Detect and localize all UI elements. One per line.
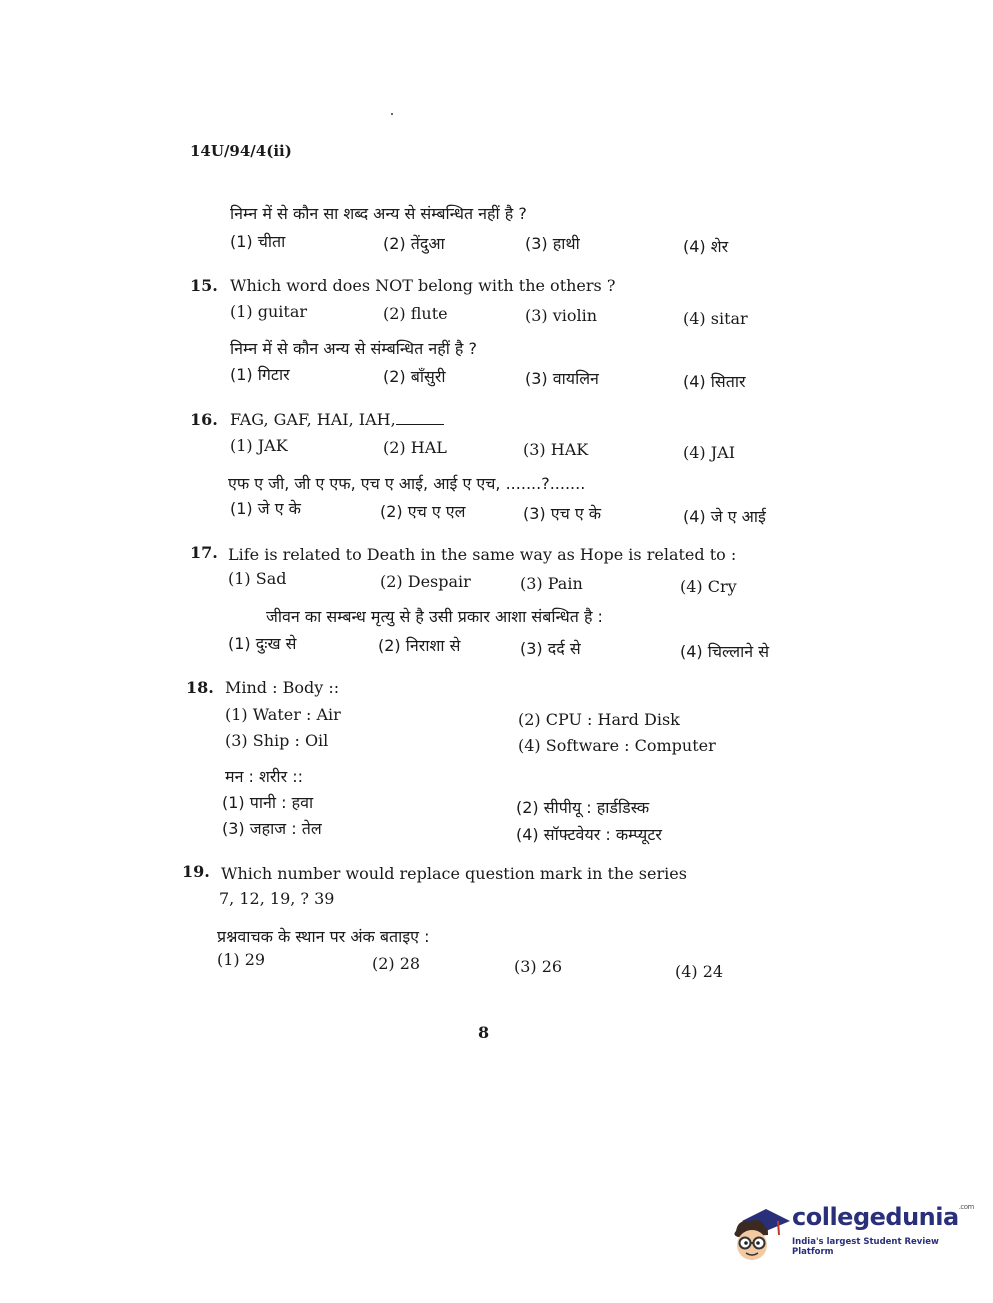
q17-option-4: (4) Cry <box>680 577 737 596</box>
q15-number: 15. <box>190 276 218 295</box>
q18-option-1: (1) Water : Air <box>225 705 341 724</box>
q16-option-3: (3) HAK <box>523 440 589 459</box>
q17-option-1-hindi: (1) दुःख से <box>228 634 297 653</box>
q16-question <box>230 410 444 429</box>
q16-question-text: FAG, GAF, HAI, IAH, <box>230 410 396 429</box>
q15-option-1: (1) guitar <box>230 302 308 321</box>
q15-question: Which word does NOT belong with the others ? <box>230 276 616 295</box>
q19-option-3: (3) 26 <box>514 957 563 976</box>
q15-option-4: (4) sitar <box>683 309 748 328</box>
q19-number: 19. <box>182 862 210 881</box>
q16-option-1: (1) JAK <box>230 436 288 455</box>
q17-option-3-hindi: (3) दर्द से <box>520 639 581 658</box>
scan-speck <box>391 113 393 115</box>
q16-number: 16. <box>190 410 218 429</box>
q18-option-3-hindi: (3) जहाज : तेल <box>222 819 322 838</box>
q14-option-4-hindi: (4) शेर <box>683 237 729 256</box>
q16-question-hindi: एफ ए जी, जी ए एफ, एच ए आई, आई ए एच, .......?....... <box>228 474 586 493</box>
q19-option-2: (2) 28 <box>372 954 421 973</box>
q17-option-2: (2) Despair <box>380 572 471 591</box>
q15-question-hindi: निम्न में से कौन अन्य से संम्बन्धित नहीं है ? <box>230 339 478 358</box>
q17-option-2-hindi: (2) निराशा से <box>378 636 461 655</box>
q18-option-2: (2) CPU : Hard Disk <box>518 710 680 729</box>
q16-answer-blank <box>396 410 444 425</box>
q14-question-hindi: निम्न में से कौन सा शब्द अन्य से संम्बन्धित नहीं है ? <box>230 204 527 223</box>
q15-option-3: (3) violin <box>525 306 598 325</box>
q16-option-2: (2) HAL <box>383 438 447 457</box>
q19-question-hindi: प्रश्नवाचक के स्थान पर अंक बताइए : <box>217 927 430 946</box>
logo-name: collegedunia <box>792 1203 959 1231</box>
mascot-icon <box>728 1195 790 1265</box>
paper-code: 14U/94/4(ii) <box>190 142 292 160</box>
q19-option-4: (4) 24 <box>675 962 724 981</box>
q17-question-hindi: जीवन का सम्बन्ध मृत्यु से है उसी प्रकार आशा संबन्धित है : <box>266 607 603 626</box>
logo-tagline: India's largest Student Review Platform <box>792 1237 939 1257</box>
q18-question-hindi: मन : शरीर :: <box>225 767 303 786</box>
q16-option-4-hindi: (4) जे ए आई <box>683 507 766 526</box>
q17-question: Life is related to Death in the same way as Hope is related to : <box>228 545 737 564</box>
q15-option-1-hindi: (1) गिटार <box>230 365 290 384</box>
logo-suffix: .com <box>958 1203 974 1211</box>
q18-option-4-hindi: (4) सॉफ्टवेयर : कम्प्यूटर <box>516 825 662 844</box>
q16-option-4: (4) JAI <box>683 443 736 462</box>
q15-option-2-hindi: (2) बाँसुरी <box>383 367 446 386</box>
q15-option-3-hindi: (3) वायलिन <box>525 369 599 388</box>
q19-option-1: (1) 29 <box>217 950 266 969</box>
q18-number: 18. <box>186 678 214 697</box>
q14-option-2-hindi: (2) तेंदुआ <box>383 234 445 253</box>
q17-option-4-hindi: (4) चिल्लाने से <box>680 642 770 661</box>
q16-option-3-hindi: (3) एच ए के <box>523 504 602 523</box>
q18-question: Mind : Body :: <box>225 678 340 697</box>
q16-option-1-hindi: (1) जे ए के <box>230 499 301 518</box>
q15-option-2: (2) flute <box>383 304 448 323</box>
q18-option-4: (4) Software : Computer <box>518 736 716 755</box>
page-number: 8 <box>478 1023 490 1042</box>
q18-option-2-hindi: (2) सीपीयू : हार्डडिस्क <box>516 798 650 817</box>
q14-option-3-hindi: (3) हाथी <box>525 234 580 253</box>
logo-wordmark <box>792 1203 974 1231</box>
q17-number: 17. <box>190 543 218 562</box>
q14-option-1-hindi: (1) चीता <box>230 232 286 251</box>
q15-option-4-hindi: (4) सितार <box>683 372 746 391</box>
q18-option-3: (3) Ship : Oil <box>225 731 329 750</box>
q17-option-1: (1) Sad <box>228 569 287 588</box>
q19-series: 7, 12, 19, ? 39 <box>219 889 335 908</box>
q17-option-3: (3) Pain <box>520 574 583 593</box>
q19-question: Which number would replace question mark in the series <box>221 864 687 883</box>
q18-option-1-hindi: (1) पानी : हवा <box>222 793 314 812</box>
q16-option-2-hindi: (2) एच ए एल <box>380 502 466 521</box>
collegedunia-logo <box>728 1195 974 1265</box>
